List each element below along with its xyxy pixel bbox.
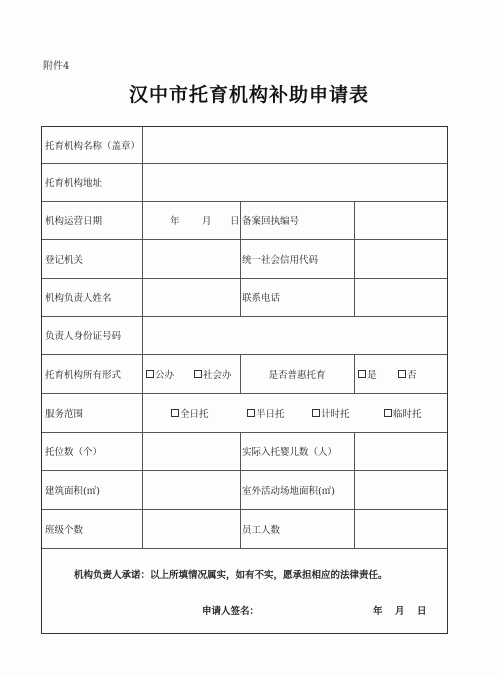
checkbox-half-day[interactable] bbox=[247, 393, 285, 432]
checkbox-public-label: 公办 bbox=[155, 369, 175, 381]
checkbox-icon bbox=[384, 409, 392, 417]
row-capacity bbox=[42, 432, 447, 471]
label-operation-date: 机构运营日期 bbox=[45, 216, 103, 227]
checkbox-hourly[interactable] bbox=[312, 393, 350, 432]
checkbox-temporary[interactable] bbox=[384, 393, 422, 432]
checkbox-icon bbox=[247, 409, 255, 417]
sign-month: 月 bbox=[395, 606, 405, 617]
field-actual-infants[interactable] bbox=[354, 432, 447, 470]
checkbox-icon bbox=[194, 370, 202, 378]
application-form bbox=[41, 126, 448, 634]
field-leader-name[interactable] bbox=[142, 278, 243, 316]
label-class-count: 班级个数 bbox=[45, 524, 84, 536]
checkbox-yes-label: 是 bbox=[367, 369, 377, 381]
label-receipt-number: 备案回执编号 bbox=[242, 216, 300, 227]
sign-year: 年 bbox=[373, 606, 383, 617]
row-operation-date bbox=[42, 201, 447, 240]
checkbox-full-day[interactable] bbox=[171, 393, 209, 432]
checkbox-icon bbox=[358, 370, 366, 378]
row-id-number bbox=[42, 316, 447, 355]
label-capacity: 托位数（个） bbox=[45, 447, 103, 458]
field-id-number[interactable] bbox=[142, 316, 447, 354]
row-ownership bbox=[42, 354, 447, 394]
label-institution-address: 托育机构地址 bbox=[45, 178, 103, 189]
checkbox-icon bbox=[171, 409, 179, 417]
checkbox-hourly-label: 计时托 bbox=[321, 408, 350, 420]
checkbox-yes[interactable] bbox=[358, 354, 377, 393]
checkbox-icon bbox=[398, 370, 406, 378]
date-year: 年 bbox=[170, 216, 180, 227]
row-classes bbox=[42, 509, 447, 549]
signature-label: 申请人签名： bbox=[202, 606, 260, 617]
field-capacity[interactable] bbox=[142, 432, 243, 470]
field-credit-code[interactable] bbox=[354, 239, 447, 278]
checkbox-icon bbox=[312, 409, 320, 417]
row-area bbox=[42, 470, 447, 510]
checkbox-half-day-label: 半日托 bbox=[256, 408, 285, 420]
label-leader-name: 机构负责人姓名 bbox=[45, 293, 112, 304]
field-staff-count[interactable] bbox=[354, 509, 447, 548]
checkbox-private[interactable] bbox=[194, 354, 232, 393]
row-service bbox=[42, 393, 447, 433]
row-registration bbox=[42, 239, 447, 279]
label-staff-count: 员工人数 bbox=[242, 524, 281, 536]
label-inclusive: 是否普惠托育 bbox=[268, 369, 326, 381]
checkbox-public[interactable] bbox=[146, 354, 174, 393]
row-institution-address bbox=[42, 163, 447, 202]
label-ownership: 托育机构所有形式 bbox=[45, 369, 122, 381]
label-registration-authority: 登记机关 bbox=[45, 254, 84, 266]
signature-field[interactable] bbox=[202, 598, 362, 618]
field-receipt-number[interactable] bbox=[354, 201, 447, 239]
label-id-number: 负责人身份证号码 bbox=[45, 331, 122, 342]
field-building-area[interactable] bbox=[142, 470, 243, 509]
sign-day: 日 bbox=[417, 606, 427, 617]
label-institution-name: 托育机构名称（盖章） bbox=[45, 141, 141, 152]
label-phone: 联系电话 bbox=[242, 293, 281, 304]
label-building-area: 建筑面积(㎡) bbox=[45, 485, 100, 497]
label-outdoor-area: 室外活动场地面积(㎡) bbox=[242, 485, 335, 497]
label-actual-infants: 实际入托婴儿数（人） bbox=[242, 447, 338, 458]
date-month: 月 bbox=[202, 216, 212, 227]
checkbox-icon bbox=[146, 370, 154, 378]
field-institution-address[interactable] bbox=[142, 163, 447, 201]
date-day: 日 bbox=[230, 216, 240, 227]
checkbox-no[interactable] bbox=[398, 354, 417, 393]
checkbox-no-label: 否 bbox=[407, 369, 417, 381]
field-institution-name[interactable] bbox=[142, 127, 447, 163]
field-outdoor-area[interactable] bbox=[354, 470, 447, 509]
row-leader bbox=[42, 278, 447, 317]
checkbox-full-day-label: 全日托 bbox=[180, 408, 209, 420]
field-class-count[interactable] bbox=[142, 509, 243, 548]
field-registration-authority[interactable] bbox=[142, 239, 243, 278]
form-title: 汉中市托育机构补助申请表 bbox=[128, 84, 369, 106]
label-credit-code: 统一社会信用代码 bbox=[242, 254, 319, 266]
checkbox-temporary-label: 临时托 bbox=[393, 408, 422, 420]
field-phone[interactable] bbox=[354, 278, 447, 316]
row-institution-name bbox=[42, 127, 447, 164]
checkbox-private-label: 社会办 bbox=[203, 369, 232, 381]
label-service: 服务范围 bbox=[45, 408, 84, 420]
pledge-section bbox=[42, 548, 447, 633]
pledge-text: 机构负责人承诺：以上所填情况属实，如有不实，愿承担相应的法律责任。 bbox=[74, 570, 388, 581]
attachment-label: 附件4 bbox=[43, 61, 70, 72]
